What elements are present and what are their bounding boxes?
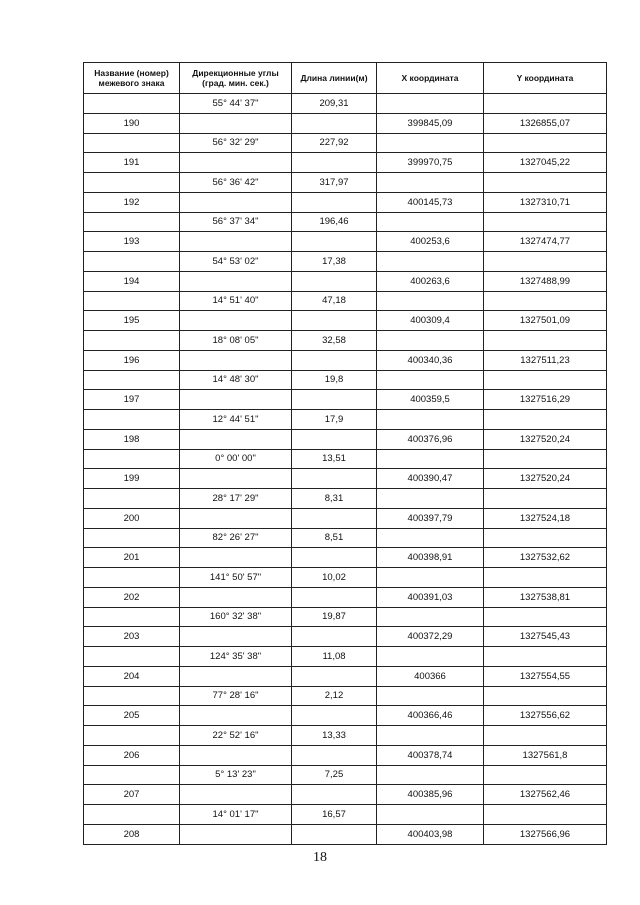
table-row <box>84 666 607 686</box>
cell-y-coordinate <box>484 647 607 667</box>
cell-marker-name: 191 <box>84 153 180 173</box>
table-row <box>84 252 607 272</box>
cell-y-coordinate <box>484 252 607 272</box>
cell-marker-name: 208 <box>84 824 180 844</box>
cell-y-coordinate <box>484 686 607 706</box>
cell-line-length <box>292 350 377 370</box>
cell-line-length: 8,31 <box>292 489 377 509</box>
cell-x-coordinate <box>377 765 484 785</box>
table-row <box>84 508 607 528</box>
cell-x-coordinate <box>377 805 484 825</box>
cell-line-length <box>292 706 377 726</box>
cell-direction-angle <box>180 706 292 726</box>
cell-direction-angle: 22° 52' 16" <box>180 726 292 746</box>
cell-marker-name: 194 <box>84 271 180 291</box>
cell-line-length <box>292 232 377 252</box>
cell-direction-angle: 14° 01' 17" <box>180 805 292 825</box>
cell-direction-angle: 0° 00' 00" <box>180 449 292 469</box>
cell-direction-angle: 18° 08' 05" <box>180 331 292 351</box>
cell-x-coordinate <box>377 489 484 509</box>
cell-x-coordinate <box>377 726 484 746</box>
cell-direction-angle <box>180 627 292 647</box>
cell-marker-name <box>84 291 180 311</box>
page-number: 18 <box>313 850 327 865</box>
cell-line-length: 17,38 <box>292 252 377 272</box>
cell-marker-name: 206 <box>84 745 180 765</box>
cell-marker-name <box>84 133 180 153</box>
table-row <box>84 726 607 746</box>
header-x-coordinate: X координата <box>377 63 484 94</box>
cell-x-coordinate: 400340,36 <box>377 350 484 370</box>
cell-direction-angle <box>180 311 292 331</box>
cell-direction-angle: 77° 28' 16" <box>180 686 292 706</box>
cell-y-coordinate <box>484 528 607 548</box>
table-row <box>84 350 607 370</box>
cell-x-coordinate: 400359,5 <box>377 390 484 410</box>
table-row <box>84 311 607 331</box>
cell-line-length <box>292 390 377 410</box>
cell-line-length <box>292 587 377 607</box>
cell-line-length <box>292 627 377 647</box>
cell-y-coordinate: 1327310,71 <box>484 192 607 212</box>
table-row <box>84 113 607 133</box>
cell-direction-angle <box>180 429 292 449</box>
cell-direction-angle <box>180 192 292 212</box>
cell-line-length <box>292 469 377 489</box>
cell-x-coordinate <box>377 291 484 311</box>
cell-x-coordinate: 400366,46 <box>377 706 484 726</box>
cell-x-coordinate <box>377 647 484 667</box>
cell-marker-name: 200 <box>84 508 180 528</box>
cell-line-length <box>292 508 377 528</box>
cell-y-coordinate <box>484 173 607 193</box>
cell-line-length <box>292 271 377 291</box>
cell-x-coordinate <box>377 410 484 430</box>
table-body <box>84 94 607 845</box>
cell-marker-name <box>84 568 180 588</box>
cell-line-length: 19,87 <box>292 607 377 627</box>
cell-marker-name: 204 <box>84 666 180 686</box>
cell-x-coordinate: 400263,6 <box>377 271 484 291</box>
table-row <box>84 647 607 667</box>
cell-y-coordinate <box>484 133 607 153</box>
table-row <box>84 785 607 805</box>
cell-y-coordinate: 1327520,24 <box>484 469 607 489</box>
cell-marker-name: 199 <box>84 469 180 489</box>
cell-line-length: 209,31 <box>292 94 377 114</box>
cell-y-coordinate: 1327488,99 <box>484 271 607 291</box>
cell-y-coordinate <box>484 607 607 627</box>
cell-x-coordinate <box>377 568 484 588</box>
cell-direction-angle: 12° 44' 51" <box>180 410 292 430</box>
cell-marker-name: 205 <box>84 706 180 726</box>
table-row <box>84 587 607 607</box>
cell-y-coordinate: 1327516,29 <box>484 390 607 410</box>
cell-y-coordinate: 1327045,22 <box>484 153 607 173</box>
cell-y-coordinate: 1327566,96 <box>484 824 607 844</box>
cell-marker-name <box>84 607 180 627</box>
cell-marker-name: 195 <box>84 311 180 331</box>
cell-direction-angle <box>180 113 292 133</box>
cell-line-length: 16,57 <box>292 805 377 825</box>
cell-marker-name <box>84 449 180 469</box>
cell-y-coordinate: 1327561,8 <box>484 745 607 765</box>
cell-x-coordinate: 400366 <box>377 666 484 686</box>
cell-marker-name: 203 <box>84 627 180 647</box>
cell-marker-name <box>84 173 180 193</box>
header-row <box>84 63 607 94</box>
table-row <box>84 686 607 706</box>
cell-x-coordinate: 400372,29 <box>377 627 484 647</box>
cell-y-coordinate <box>484 410 607 430</box>
table-row <box>84 429 607 449</box>
cell-marker-name <box>84 528 180 548</box>
cell-x-coordinate <box>377 449 484 469</box>
table-row <box>84 271 607 291</box>
table-row <box>84 212 607 232</box>
cell-y-coordinate: 1327554,55 <box>484 666 607 686</box>
cell-y-coordinate <box>484 805 607 825</box>
cell-line-length <box>292 311 377 331</box>
table-row <box>84 133 607 153</box>
header-marker-name: Название (номер) межевого знака <box>84 63 180 94</box>
cell-marker-name <box>84 410 180 430</box>
cell-line-length: 7,25 <box>292 765 377 785</box>
table-row <box>84 706 607 726</box>
cell-line-length: 47,18 <box>292 291 377 311</box>
cell-direction-angle: 54° 53' 02" <box>180 252 292 272</box>
cell-line-length <box>292 666 377 686</box>
cell-direction-angle <box>180 469 292 489</box>
cell-direction-angle <box>180 153 292 173</box>
cell-marker-name <box>84 489 180 509</box>
table-row <box>84 331 607 351</box>
table-row <box>84 765 607 785</box>
cell-marker-name <box>84 252 180 272</box>
cell-x-coordinate <box>377 252 484 272</box>
table-header <box>84 63 607 94</box>
cell-line-length <box>292 153 377 173</box>
header-direction-angle: Дирекционные углы (град. мин. сек.) <box>180 63 292 94</box>
cell-x-coordinate <box>377 94 484 114</box>
cell-marker-name: 202 <box>84 587 180 607</box>
cell-y-coordinate: 1326855,07 <box>484 113 607 133</box>
cell-y-coordinate: 1327556,62 <box>484 706 607 726</box>
table-row <box>84 745 607 765</box>
cell-y-coordinate: 1327520,24 <box>484 429 607 449</box>
cell-direction-angle: 56° 32' 29" <box>180 133 292 153</box>
cell-x-coordinate <box>377 331 484 351</box>
table-row <box>84 390 607 410</box>
table-row <box>84 410 607 430</box>
cell-x-coordinate: 400398,91 <box>377 548 484 568</box>
cell-line-length: 17,9 <box>292 410 377 430</box>
cell-y-coordinate <box>484 449 607 469</box>
cell-direction-angle: 28° 17' 29" <box>180 489 292 509</box>
cell-direction-angle <box>180 350 292 370</box>
table-row <box>84 489 607 509</box>
table-row <box>84 232 607 252</box>
cell-x-coordinate: 399845,09 <box>377 113 484 133</box>
cell-direction-angle: 5° 13' 23" <box>180 765 292 785</box>
table-row <box>84 824 607 844</box>
cell-y-coordinate: 1327545,43 <box>484 627 607 647</box>
cell-marker-name <box>84 765 180 785</box>
cell-line-length <box>292 192 377 212</box>
cell-direction-angle <box>180 824 292 844</box>
cell-marker-name: 201 <box>84 548 180 568</box>
cell-x-coordinate: 400403,98 <box>377 824 484 844</box>
table-row <box>84 805 607 825</box>
cell-line-length: 32,58 <box>292 331 377 351</box>
cell-line-length: 317,97 <box>292 173 377 193</box>
cell-direction-angle: 141° 50' 57" <box>180 568 292 588</box>
cell-x-coordinate: 400397,79 <box>377 508 484 528</box>
cell-y-coordinate <box>484 765 607 785</box>
cell-line-length <box>292 824 377 844</box>
cell-x-coordinate: 400391,03 <box>377 587 484 607</box>
cell-y-coordinate: 1327524,18 <box>484 508 607 528</box>
cell-x-coordinate <box>377 212 484 232</box>
cell-marker-name <box>84 94 180 114</box>
cell-line-length: 227,92 <box>292 133 377 153</box>
table-row <box>84 192 607 212</box>
cell-marker-name: 207 <box>84 785 180 805</box>
header-y-coordinate: Y координата <box>484 63 607 94</box>
cell-x-coordinate <box>377 686 484 706</box>
cell-direction-angle: 56° 36' 42" <box>180 173 292 193</box>
boundary-coordinates-table <box>83 62 607 845</box>
cell-marker-name: 193 <box>84 232 180 252</box>
cell-direction-angle: 82° 26' 27" <box>180 528 292 548</box>
cell-x-coordinate: 400376,96 <box>377 429 484 449</box>
table-row <box>84 94 607 114</box>
cell-direction-angle <box>180 666 292 686</box>
cell-marker-name <box>84 726 180 746</box>
cell-marker-name <box>84 370 180 390</box>
cell-direction-angle: 55° 44' 37" <box>180 94 292 114</box>
cell-direction-angle <box>180 548 292 568</box>
cell-direction-angle <box>180 390 292 410</box>
cell-x-coordinate: 399970,75 <box>377 153 484 173</box>
cell-direction-angle <box>180 271 292 291</box>
table-row <box>84 607 607 627</box>
cell-y-coordinate <box>484 489 607 509</box>
cell-y-coordinate <box>484 212 607 232</box>
cell-line-length <box>292 548 377 568</box>
cell-marker-name: 196 <box>84 350 180 370</box>
cell-line-length: 19,8 <box>292 370 377 390</box>
cell-y-coordinate <box>484 726 607 746</box>
cell-line-length: 13,33 <box>292 726 377 746</box>
cell-x-coordinate <box>377 133 484 153</box>
cell-y-coordinate <box>484 370 607 390</box>
table-row <box>84 291 607 311</box>
cell-direction-angle: 56° 37' 34" <box>180 212 292 232</box>
cell-line-length: 196,46 <box>292 212 377 232</box>
cell-marker-name: 190 <box>84 113 180 133</box>
cell-x-coordinate: 400385,96 <box>377 785 484 805</box>
cell-y-coordinate: 1327501,09 <box>484 311 607 331</box>
cell-direction-angle <box>180 745 292 765</box>
cell-line-length <box>292 429 377 449</box>
cell-y-coordinate <box>484 94 607 114</box>
cell-x-coordinate <box>377 528 484 548</box>
cell-y-coordinate <box>484 331 607 351</box>
cell-direction-angle: 14° 48' 30" <box>180 370 292 390</box>
table-row <box>84 173 607 193</box>
cell-y-coordinate: 1327538,81 <box>484 587 607 607</box>
cell-direction-angle <box>180 508 292 528</box>
cell-direction-angle: 160° 32' 38" <box>180 607 292 627</box>
header-line-length: Длина линии(м) <box>292 63 377 94</box>
cell-x-coordinate <box>377 370 484 390</box>
cell-line-length <box>292 745 377 765</box>
table-row <box>84 528 607 548</box>
cell-marker-name <box>84 805 180 825</box>
table-row <box>84 153 607 173</box>
table-row <box>84 469 607 489</box>
table-row <box>84 449 607 469</box>
cell-marker-name <box>84 331 180 351</box>
cell-direction-angle <box>180 232 292 252</box>
cell-marker-name: 197 <box>84 390 180 410</box>
cell-x-coordinate <box>377 173 484 193</box>
cell-line-length: 8,51 <box>292 528 377 548</box>
table-row <box>84 568 607 588</box>
cell-marker-name <box>84 212 180 232</box>
cell-line-length <box>292 113 377 133</box>
cell-direction-angle: 14° 51' 40" <box>180 291 292 311</box>
cell-marker-name <box>84 686 180 706</box>
cell-marker-name: 198 <box>84 429 180 449</box>
cell-y-coordinate: 1327511,23 <box>484 350 607 370</box>
cell-y-coordinate: 1327474,77 <box>484 232 607 252</box>
cell-x-coordinate: 400378,74 <box>377 745 484 765</box>
cell-direction-angle: 124° 35' 38" <box>180 647 292 667</box>
cell-y-coordinate: 1327562,46 <box>484 785 607 805</box>
cell-marker-name <box>84 647 180 667</box>
cell-direction-angle <box>180 587 292 607</box>
table-row <box>84 548 607 568</box>
cell-y-coordinate <box>484 568 607 588</box>
cell-y-coordinate <box>484 291 607 311</box>
cell-y-coordinate: 1327532,62 <box>484 548 607 568</box>
cell-x-coordinate: 400390,47 <box>377 469 484 489</box>
cell-x-coordinate: 400253,6 <box>377 232 484 252</box>
cell-line-length: 2,12 <box>292 686 377 706</box>
cell-x-coordinate <box>377 607 484 627</box>
cell-direction-angle <box>180 785 292 805</box>
cell-x-coordinate: 400145,73 <box>377 192 484 212</box>
table-row <box>84 627 607 647</box>
table-row <box>84 370 607 390</box>
cell-line-length <box>292 785 377 805</box>
cell-line-length: 13,51 <box>292 449 377 469</box>
cell-x-coordinate: 400309,4 <box>377 311 484 331</box>
cell-line-length: 10,02 <box>292 568 377 588</box>
cell-line-length: 11,08 <box>292 647 377 667</box>
cell-marker-name: 192 <box>84 192 180 212</box>
